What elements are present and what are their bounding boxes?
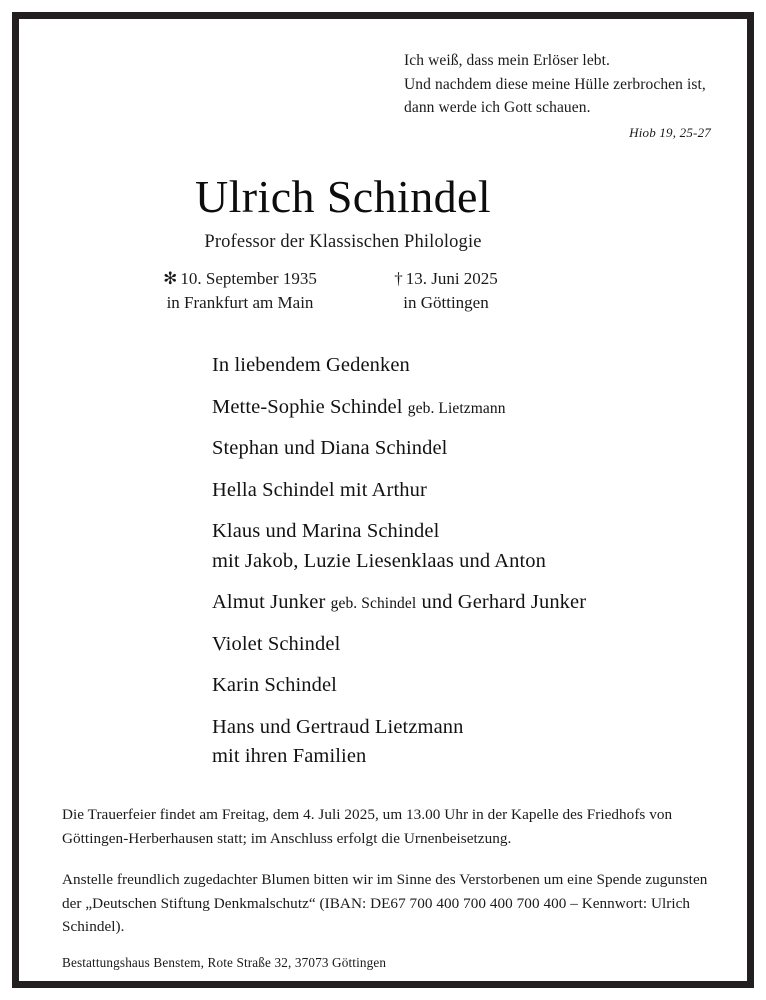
mourner-name: Hans und Gertraud Lietzmann — [212, 715, 464, 738]
mourner-families-line: mit ihren Familien — [212, 745, 367, 768]
list-item — [212, 521, 717, 542]
mourner-name: Karin Schindel — [212, 674, 337, 697]
epigraph-line-2: Und nachdem diese meine Hülle zerbrochen ist, — [404, 75, 706, 93]
deceased-block — [49, 173, 717, 315]
birth-place: in Frankfurt am Main — [166, 293, 314, 313]
list-item — [212, 397, 717, 418]
undertaker-info: Bestattungshaus Benstem, Rote Straße 32, 37073 Göttingen — [62, 954, 387, 970]
epigraph-block — [49, 49, 717, 142]
life-dates — [49, 267, 637, 315]
mourner-maiden-name: geb. Schindel — [330, 595, 417, 613]
donation-notice: Anstelle freundlich zugedachter Blumen bitten wir im Sinne des Verstorbenen um eine Spende zugunsten der „Deutschen Stiftung Denkmalschutz“ (IBAN: DE67 700 400 700 400 700 400 – Kennwort: Ulrich Schindel). — [62, 871, 708, 936]
notices-block — [49, 788, 717, 976]
birth-date-line — [137, 267, 343, 291]
mourning-border-frame — [12, 12, 754, 988]
list-item — [212, 675, 717, 696]
birth-details — [137, 267, 343, 315]
birth-star-icon: ✻ — [163, 269, 178, 289]
mourner-children-line: mit Jakob, Luzie Liesenklaas und Anton — [212, 549, 547, 572]
mourner-name: Almut Junker — [212, 591, 326, 614]
list-item — [212, 717, 717, 738]
mourner-name: Klaus und Marina Schindel — [212, 520, 440, 543]
mourner-name: Mette-Sophie Schindel — [212, 395, 403, 418]
list-item — [212, 592, 717, 613]
funeral-service-notice: Die Trauerfeier findet am Freitag, dem 4. Juli 2025, um 13.00 Uhr in der Kapelle des Friedhofs von Göttingen-Herberhausen statt; im Anschluss erfolgt die Urnenbeisetzung. — [62, 806, 673, 847]
death-date: 13. Juni 2025 — [405, 269, 498, 289]
mourner-name: Violet Schindel — [212, 632, 341, 655]
mourner-name: Hella Schindel mit Arthur — [212, 478, 427, 501]
notice-content — [19, 19, 747, 981]
mourners-list — [49, 355, 717, 788]
mourner-name: Stephan und Diana Schindel — [212, 437, 448, 460]
deceased-name: Ulrich Schindel — [195, 171, 491, 223]
list-item — [212, 480, 717, 501]
deceased-role: Professor der Klassischen Philologie — [204, 232, 482, 253]
mourner-partner: und Gerhard Junker — [421, 591, 587, 614]
list-item — [212, 634, 717, 655]
death-details — [343, 267, 549, 315]
birth-date: 10. September 1935 — [180, 269, 317, 289]
mourner-maiden-name: geb. Lietzmann — [407, 399, 506, 417]
death-place: in Göttingen — [403, 293, 489, 313]
mourners-intro: In liebendem Gedenken — [212, 354, 410, 377]
epigraph-source: Hiob 19, 25-27 — [629, 124, 711, 140]
epigraph-line-3: dann werde ich Gott schauen. — [404, 99, 591, 117]
death-cross-icon: † — [394, 269, 403, 289]
epigraph-line-1: Ich weiß, dass mein Erlöser lebt. — [404, 52, 611, 69]
list-item — [212, 438, 717, 459]
death-date-line — [343, 267, 549, 291]
